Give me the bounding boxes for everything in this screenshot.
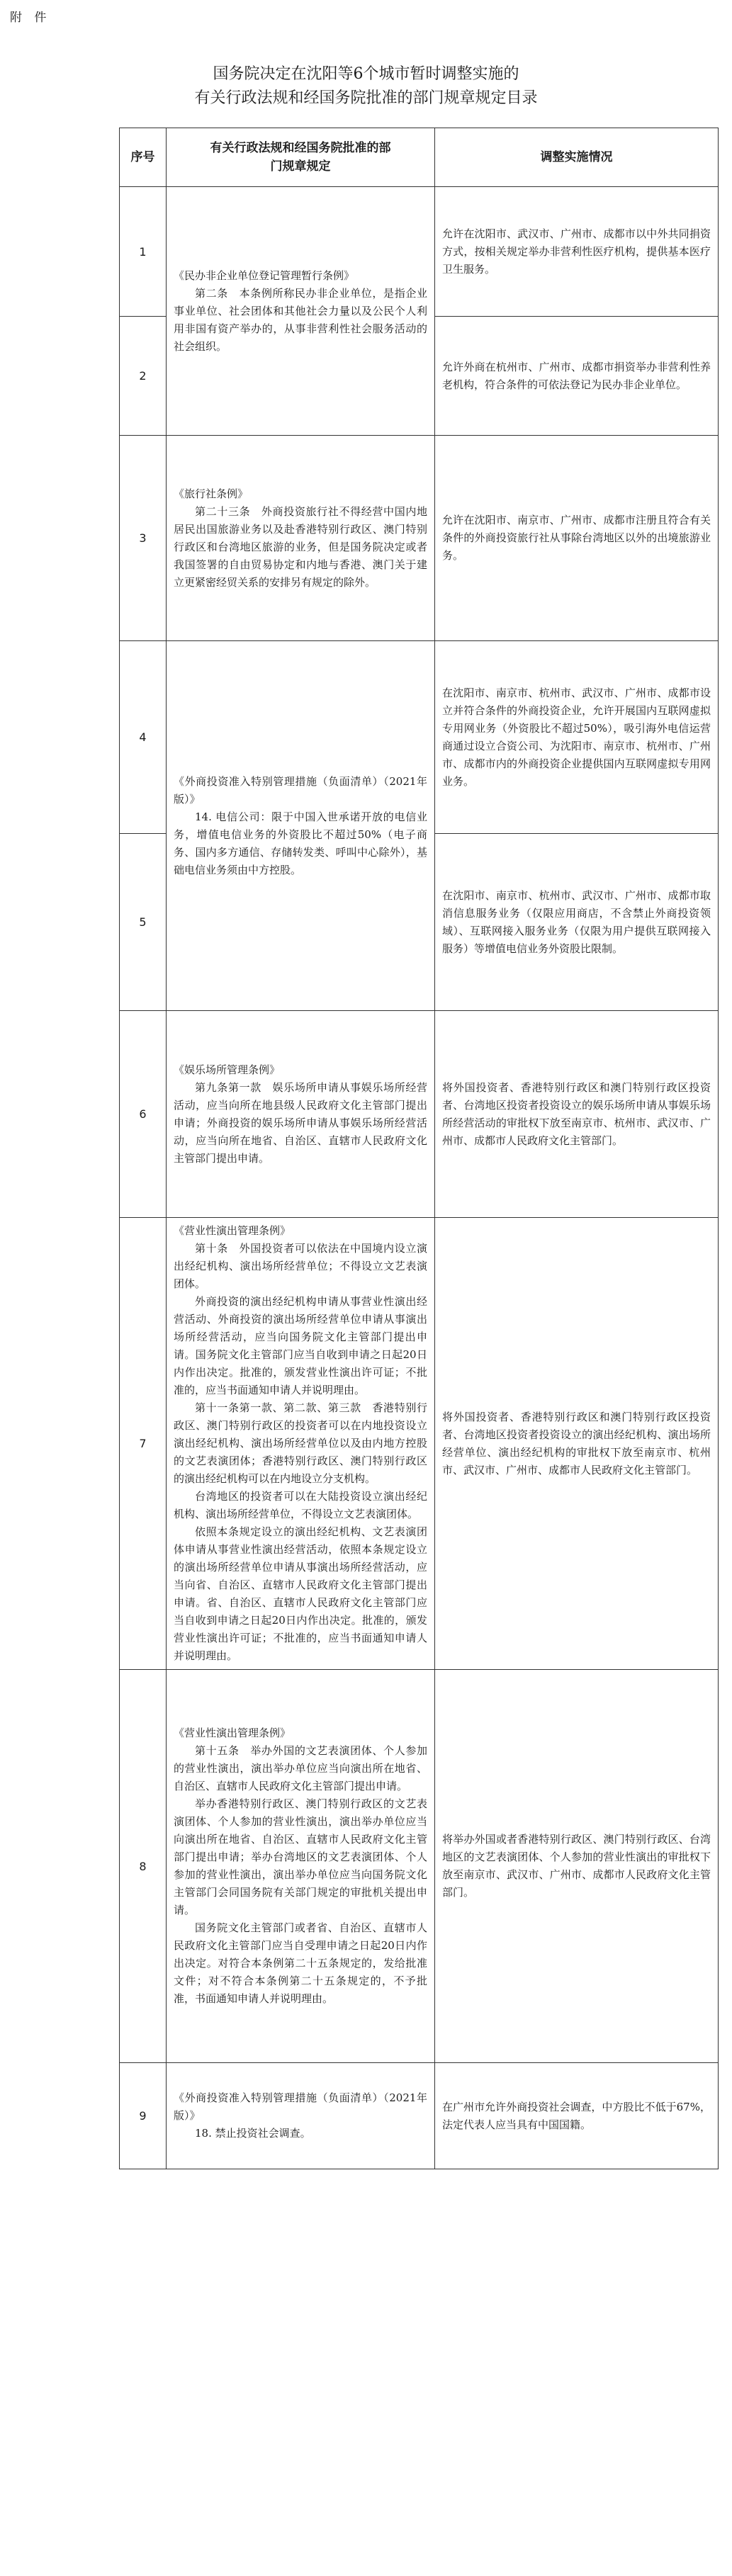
header-adjustment: 调整实施情况 xyxy=(435,128,719,187)
regulation-cell xyxy=(167,187,435,436)
table-row xyxy=(120,187,719,317)
regulation-title: 《旅行社条例》 xyxy=(174,487,249,500)
header-regulation: 有关行政法规和经国务院批准的部门规章规定 xyxy=(167,128,435,187)
title-line-2: 有关行政法规和经国务院批准的部门规章规定目录 xyxy=(194,89,538,107)
regulation-title: 《营业性演出管理条例》 xyxy=(174,1727,291,1739)
row-number: 4 xyxy=(120,641,167,834)
table-row xyxy=(120,2063,719,2169)
table-row xyxy=(120,1011,719,1218)
regulation-cell xyxy=(167,1218,435,1670)
regulation-table xyxy=(119,128,719,2169)
regulation-text: 14. 电信公司：限于中国入世承诺开放的电信业务，增值电信业务的外资股比不超过50%（电子商务、国内多方通信、存储转发类、呼叫中心除外），基础电信业务须由中方控股。 xyxy=(174,810,427,876)
adjustment-cell: 允许外商在杭州市、广州市、成都市捐资举办非营利性养老机构，符合条件的可依法登记为民办非企业单位。 xyxy=(435,317,719,436)
page-title xyxy=(0,62,732,111)
regulation-title: 《娱乐场所管理条例》 xyxy=(174,1063,281,1076)
regulation-cell xyxy=(167,641,435,1011)
regulation-text: 第十五条 举办外国的文艺表演团体、个人参加的营业性演出，演出举办单位应当向演出所在地省、自治区、直辖市人民政府文化主管部门提出申请。 xyxy=(174,1744,427,1792)
header-seq: 序号 xyxy=(120,128,167,187)
regulation-text: 第十条 外国投资者可以依法在中国境内设立演出经纪机构、演出场所经营单位；不得设立文艺表演团体。 xyxy=(174,1242,427,1290)
regulation-cell xyxy=(167,436,435,641)
adjustment-cell: 将外国投资者、香港特别行政区和澳门特别行政区投资者、台湾地区投资者投资设立的演出经纪机构、演出场所经营单位、演出经纪机构的审批权下放至南京市、杭州市、武汉市、广州市、成都市人民政府文化主管部门。 xyxy=(435,1218,719,1670)
regulation-text: 第二十三条 外商投资旅行社不得经营中国内地居民出国旅游业务以及赴香港特别行政区、澳门特别行政区和台湾地区旅游的业务，但是国务院决定或者我国签署的自由贸易协定和内地与香港、澳门关于建立更紧密经贸关系的安排另有规定的除外。 xyxy=(174,504,427,589)
table-row xyxy=(120,1218,719,1670)
regulation-text: 18. 禁止投资社会调查。 xyxy=(195,2127,311,2140)
row-number: 5 xyxy=(120,834,167,1011)
regulation-cell xyxy=(167,1670,435,2063)
adjustment-cell: 在广州市允许外商投资社会调查，中方股比不低于67%，法定代表人应当具有中国国籍。 xyxy=(435,2063,719,2169)
row-number: 3 xyxy=(120,436,167,641)
regulation-text: 国务院文化主管部门或者省、自治区、直辖市人民政府文化主管部门应当自受理申请之日起20日内作出决定。对符合本条例第二十五条规定的，发给批准文件；对不符合本条例第二十五条规定的，不予批准，书面通知申请人并说明理由。 xyxy=(174,1921,427,2005)
regulation-text: 第九条第一款 娱乐场所申请从事娱乐场所经营活动，应当向所在地县级人民政府文化主管部门提出申请；外商投资的娱乐场所申请从事娱乐场所经营活动，应当向所在地省、自治区、直辖市人民政府文化主管部门提出申请。 xyxy=(174,1080,427,1165)
row-number: 2 xyxy=(120,317,167,436)
row-number: 9 xyxy=(120,2063,167,2169)
regulation-title: 《外商投资准入特别管理措施（负面清单）（2021年版）》 xyxy=(174,774,427,806)
row-number: 8 xyxy=(120,1670,167,2063)
regulation-cell xyxy=(167,1011,435,1218)
regulation-title: 《外商投资准入特别管理措施（负面清单）（2021年版）》 xyxy=(174,2091,427,2122)
row-number: 6 xyxy=(120,1011,167,1218)
table-row xyxy=(120,641,719,834)
regulation-text: 举办香港特别行政区、澳门特别行政区的文艺表演团体、个人参加的营业性演出，演出举办单位应当向演出所在地省、自治区、直辖市人民政府文化主管部门提出申请；举办台湾地区的文艺表演团体、个人参加的营业性演出，演出举办单位应当向国务院文化主管部门会同国务院有关部门规定的审批机关提出申请。 xyxy=(174,1797,427,1916)
table-header-row xyxy=(120,128,719,187)
adjustment-cell: 将举办外国或者香港特别行政区、澳门特别行政区、台湾地区的文艺表演团体、个人参加的营业性演出的审批权下放至南京市、武汉市、广州市、成都市人民政府文化主管部门。 xyxy=(435,1670,719,2063)
regulation-text: 第二条 本条例所称民办非企业单位，是指企业事业单位、社会团体和其他社会力量以及公民个人利用非国有资产举办的，从事非营利性社会服务活动的社会组织。 xyxy=(174,286,427,353)
regulation-title: 《营业性演出管理条例》 xyxy=(174,1224,291,1237)
regulation-title: 《民办非企业单位登记管理暂行条例》 xyxy=(174,269,355,282)
regulation-text: 依照本条规定设立的演出经纪机构、文艺表演团体申请从事营业性演出经营活动，依照本条规定设立的演出场所经营单位申请从事演出场所经营活动，应当向省、自治区、直辖市人民政府文化主管部门提出申请。省、自治区、直辖市人民政府文化主管部门应当自收到申请之日起20日内作出决定。批准的，颁发营业性演出许可证；不批准的，应当书面通知申请人并说明理由。 xyxy=(174,1525,427,1662)
adjustment-cell: 将外国投资者、香港特别行政区和澳门特别行政区投资者、台湾地区投资者投资设立的娱乐场所申请从事娱乐场所经营活动的审批权下放至南京市、杭州市、武汉市、广州市、成都市人民政府文化主管部门。 xyxy=(435,1011,719,1218)
table-row xyxy=(120,1670,719,2063)
regulation-text: 第十一条第一款、第二款、第三款 香港特别行政区、澳门特别行政区的投资者可以在内地投资设立演出经纪机构、演出场所经营单位以及由内地方控股的文艺表演团体；香港特别行政区、澳门特别行政区的演出经纪机构可以在内地设立分支机构。 xyxy=(174,1401,427,1485)
adjustment-cell: 允许在沈阳市、武汉市、广州市、成都市以中外共同捐资方式，按相关规定举办非营利性医疗机构，提供基本医疗卫生服务。 xyxy=(435,187,719,317)
title-line-1: 国务院决定在沈阳等6个城市暂时调整实施的 xyxy=(213,65,519,83)
regulation-text: 外商投资的演出经纪机构申请从事营业性演出经营活动、外商投资的演出场所经营单位申请从事演出场所经营活动，应当向国务院文化主管部门提出申请。国务院文化主管部门应当自收到申请之日起20日内作出决定。批准的，颁发营业性演出许可证；不批准的，应当书面通知申请人并说明理由。 xyxy=(174,1295,427,1396)
adjustment-cell: 允许在沈阳市、南京市、广州市、成都市注册且符合有关条件的外商投资旅行社从事除台湾地区以外的出境旅游业务。 xyxy=(435,436,719,641)
row-number: 1 xyxy=(120,187,167,317)
table-row xyxy=(120,436,719,641)
regulation-text: 台湾地区的投资者可以在大陆投资设立演出经纪机构、演出场所经营单位，不得设立文艺表演团体。 xyxy=(174,1490,427,1520)
adjustment-cell: 在沈阳市、南京市、杭州市、武汉市、广州市、成都市取消信息服务业务（仅限应用商店，不含禁止外商投资领域）、互联网接入服务业务（仅限为用户提供互联网接入服务）等增值电信业务外资股比限制。 xyxy=(435,834,719,1011)
row-number: 7 xyxy=(120,1218,167,1670)
attachment-label: 附 件 xyxy=(10,11,51,25)
adjustment-cell: 在沈阳市、南京市、杭州市、武汉市、广州市、成都市设立并符合条件的外商投资企业，允许开展国内互联网虚拟专用网业务（外资股比不超过50%），吸引海外电信运营商通过设立合资公司、为沈阳市、南京市、杭州市、广州市、成都市内的外商投资企业提供国内互联网虚拟专用网业务。 xyxy=(435,641,719,834)
regulation-cell xyxy=(167,2063,435,2169)
